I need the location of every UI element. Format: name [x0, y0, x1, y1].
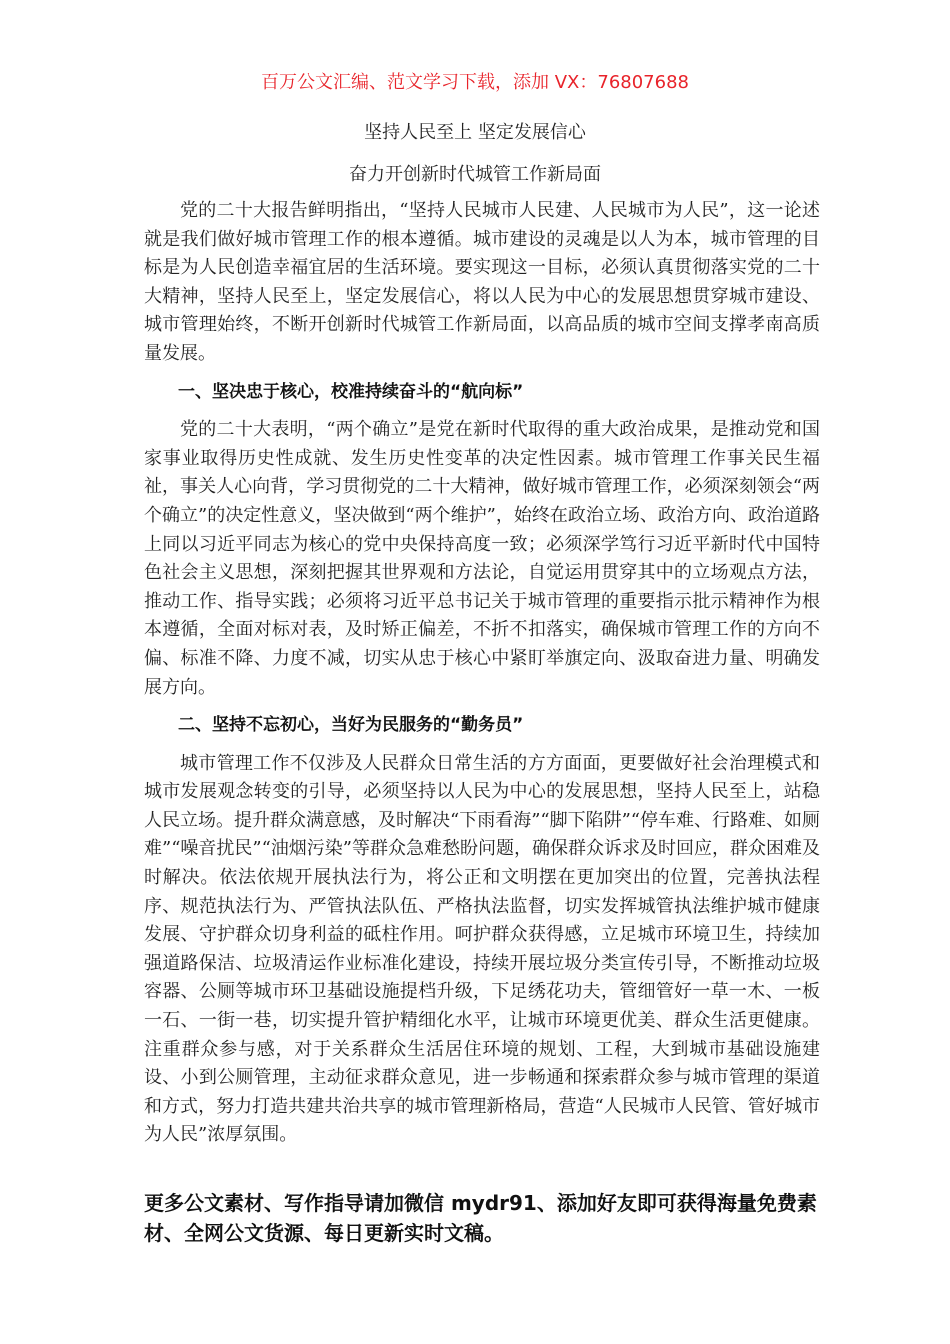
section-heading-1: 一、坚决忠于核心，校准持续奋斗的“航向标”	[178, 381, 524, 402]
document-subtitle: 奋力开创新时代城管工作新局面	[349, 164, 601, 185]
document-title: 坚持人民至上 坚定发展信心	[364, 122, 586, 143]
section-heading-2: 二、坚持不忘初心，当好为民服务的“勤务员”	[178, 715, 524, 736]
document-body	[144, 197, 820, 1150]
intro-paragraph: 党的二十大报告鲜明指出，“坚持人民城市人民建、人民城市为人民”，这一论述就是我们做好城市管理工作的根本遵循。城市建设的灵魂是以人为本，城市管理的目标是为人民创造幸福宜居的生活环境。要实现这一目标，必须认真贯彻落实党的二十大精神，坚持人民至上，坚定发展信心，将以人民为中心的发展思想贯穿城市建设、城市管理始终，不断开创新时代城管工作新局面，以高品质的城市空间支撑孝南高质量发展。	[144, 200, 820, 364]
promo-banner: 百万公文汇编、范文学习下载，添加 VX：76807688	[261, 72, 689, 93]
section-1-paragraph: 党的二十大表明，“两个确立”是党在新时代取得的重大政治成果，是推动党和国家事业取得历史性成就、发生历史性变革的决定性因素。城市管理工作事关民生福祉，事关人心向背，学习贯彻党的二十大精神，做好城市管理工作，必须深刻领会“两个确立”的决定性意义，坚决做到“两个维护”，始终在政治立场、政治方向、政治道路上同以习近平同志为核心的党中央保持高度一致；必须深学笃行习近平新时代中国特色社会主义思想，深刻把握其世界观和方法论，自觉运用贯穿其中的立场观点方法，推动工作、指导实践；必须将习近平总书记关于城市管理的重要指示批示精神作为根本遵循，全面对标对表，及时矫正偏差，不折不扣落实，确保城市管理工作的方向不偏、标准不降、力度不减，切实从忠于核心中紧盯举旗定向、汲取奋进力量、明确发展方向。	[144, 419, 820, 698]
section-2-paragraph: 城市管理工作不仅涉及人民群众日常生活的方方面面，更要做好社会治理模式和城市发展观念转变的引导，必须坚持以人民为中心的发展思想，坚持人民至上，站稳人民立场。提升群众满意感，及时解决“下雨看海”“脚下陷阱”“停车难、行路难、如厕难”“噪音扰民”“油烟污染”等群众急难愁盼问题，确保群众诉求及时回应，群众困难及时解决。依法依规开展执法行为，将公正和文明摆在更加突出的位置，完善执法程序、规范执法行为、严管执法队伍、严格执法监督，切实发挥城管执法维护城市健康发展、守护群众切身利益的砥柱作用。呵护群众获得感，立足城市环境卫生，持续加强道路保洁、垃圾清运作业标准化建设，持续开展垃圾分类宣传引导，不断推动垃圾容器、公厕等城市环卫基础设施提档升级，下足绣花功夫，管细管好一草一木、一板一石、一街一巷，切实提升管护精细化水平，让城市环境更优美、群众生活更健康。注重群众参与感，对于关系群众生活居住环境的规划、工程，大到城市基础设施建设、小到公厕管理，主动征求群众意见，进一步畅通和探索群众参与城市管理的渠道和方式，努力打造共建共治共享的城市管理新格局，营造“人民城市人民管、管好城市为人民”浓厚氛围。	[144, 752, 821, 1146]
promo-footer: 更多公文素材、写作指导请加微信 mydr91、添加好友即可获得海量免费素材、全网公文货源、每日更新实时文稿。	[144, 1191, 817, 1245]
